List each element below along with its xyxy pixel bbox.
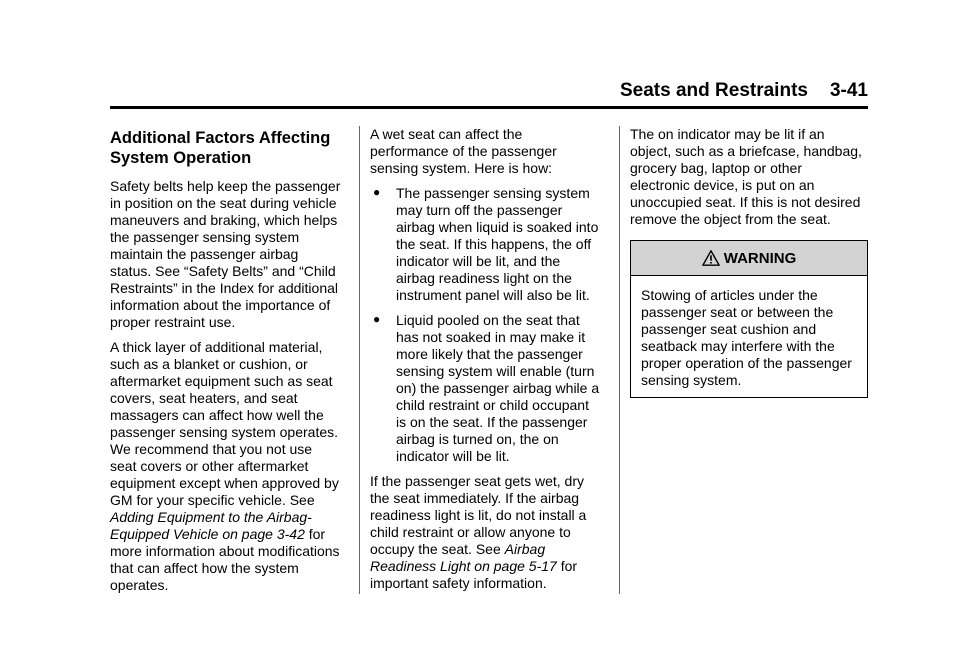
list-item: ● The passenger sensing system may turn off the passenger airbag when liquid is soaked into the seat. If this happens, the off indicator will be lit, and the airbag readiness light on the instrument panel will also be lit. (373, 185, 599, 303)
warning-header (631, 241, 867, 276)
paragraph: A wet seat can affect the performance of the passenger sensing system. Here is how: (370, 126, 557, 176)
section-heading: Additional Factors Affecting System Operation (110, 129, 331, 167)
bullet-icon: ● (373, 312, 381, 326)
bullet-icon: ● (373, 185, 381, 199)
column-1 (110, 126, 342, 602)
paragraph: The on indicator may be lit if an object, such as a briefcase, handbag, grocery bag, laptop or other electronic device, is put on an unoccupied seat. If this is not desired remove the object from the seat. (630, 126, 862, 227)
page-number: 3-41 (829, 80, 868, 101)
cross-reference-link[interactable]: Adding Equipment to the Airbag-Equipped Vehicle on page 3-42 (110, 509, 312, 542)
column-divider (619, 126, 620, 594)
column-3 (630, 126, 862, 398)
section-title-header: Seats and Restraints (620, 80, 808, 101)
paragraph: A thick layer of additional material, such as a blanket or cushion, or aftermarket equipment such as seat covers, seat heaters, and seat massagers can affect how well the passenger sensing system operates. We recommend that you not use seat covers or other aftermarket equipment except when approved by GM for your specific vehicle. See Adding Equipment to the Airbag-Equipped Vehicle on page 3-42 for more information about modifications that can affect how the system operates. (110, 339, 340, 593)
page-header (110, 78, 868, 104)
cross-reference-link[interactable]: Airbag Readiness Light on page 5-17 (370, 541, 557, 574)
warning-box (630, 240, 868, 398)
warning-triangle-icon (702, 249, 720, 267)
bullet-list (370, 185, 602, 465)
paragraph: If the passenger seat gets wet, dry the seat immediately. If the airbag readiness light is lit, do not install a child restraint or allow anyone to occupy the seat. See Airbag Readiness Light on page 5-17 for important safety information. (370, 473, 587, 591)
column-2 (370, 126, 602, 600)
list-item: ● Liquid pooled on the seat that has not soaked in may make it more likely that the passenger sensing system will enable (turn on) the passenger airbag while a child restraint or child occupant is on the seat. If the passenger airbag is turned on, the on indicator will be lit. (373, 312, 600, 464)
warning-label: WARNING (723, 249, 797, 267)
header-rule (110, 106, 868, 109)
column-divider (359, 126, 360, 594)
paragraph: Safety belts help keep the passenger in position on the seat during vehicle maneuvers and braking, which helps the passenger sensing system maintain the passenger airbag status. See “Safety Belts” and “Child Restraints” in the Index for additional information about the importance of proper restraint use. (110, 178, 341, 330)
warning-text: Stowing of articles under the passenger seat or between the passenger seat cushion and seatback may interfere with the proper operation of the passenger sensing system. (641, 287, 852, 388)
